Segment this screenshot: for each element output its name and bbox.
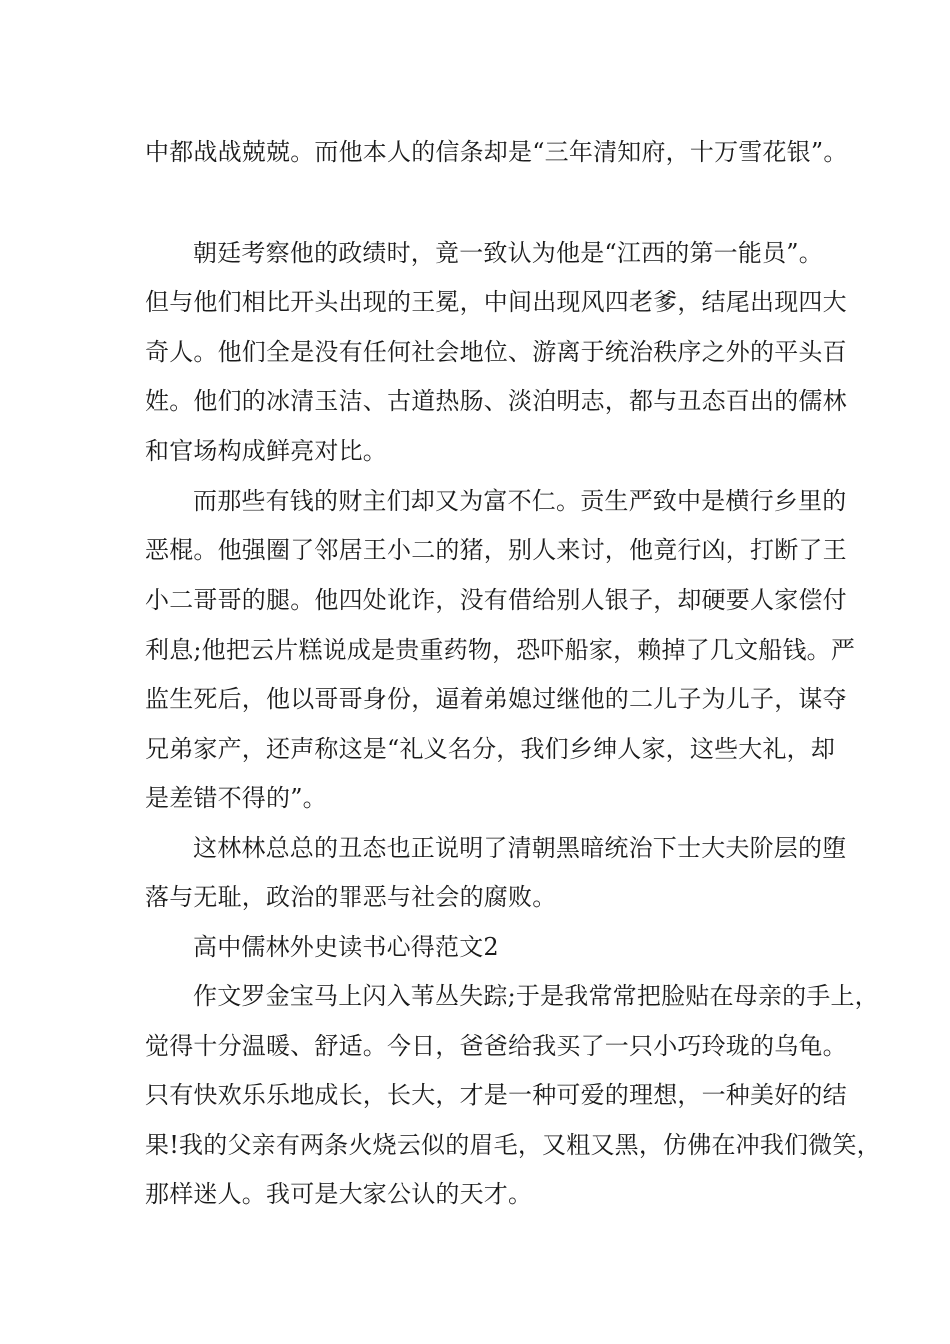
text-line: 和官场构成鲜亮对比。 bbox=[145, 437, 387, 465]
text-line: 监生死后，他以哥哥身份，逼着弟媳过继他的二儿子为儿子，谋夺 bbox=[145, 685, 847, 713]
paragraph-first-line: 作文罗金宝马上闪入苇丛失踪;于是我常常把脸贴在母亲的手上， bbox=[193, 982, 879, 1010]
section-heading: 高中儒林外史读书心得范文2 bbox=[193, 933, 499, 961]
text-line: 觉得十分温暖、舒适。今日，爸爸给我买了一只小巧玲珑的乌龟。 bbox=[145, 1032, 847, 1060]
text-line: 利息;他把云片糕说成是贵重药物，恐吓船家，赖掉了几文船钱。严 bbox=[145, 636, 856, 664]
text-line: 兄弟家产，还声称这是“礼义名分，我们乡绅人家，这些大礼，却 bbox=[145, 735, 836, 763]
paragraph-first-line: 而那些有钱的财主们却又为富不仁。贡生严致中是横行乡里的 bbox=[193, 487, 847, 515]
text-line: 是差错不得的”。 bbox=[145, 784, 327, 812]
text-line: 姓。他们的冰清玉洁、古道热肠、淡泊明志，都与丑态百出的儒林 bbox=[145, 387, 847, 415]
text-line: 奇人。他们全是没有任何社会地位、游离于统治秩序之外的平头百 bbox=[145, 338, 847, 366]
text-line: 只有快欢乐乐地成长，长大，才是一种可爱的理想，一种美好的结 bbox=[145, 1081, 847, 1109]
paragraph-first-line: 朝廷考察他的政绩时，竟一致认为他是“江西的第一能员”。 bbox=[193, 239, 823, 267]
paragraph-first-line: 这林林总总的丑态也正说明了清朝黑暗统治下士大夫阶层的堕 bbox=[193, 834, 847, 862]
text-line: 落与无耻，政治的罪恶与社会的腐败。 bbox=[145, 883, 557, 911]
text-line: 恶棍。他强圈了邻居王小二的猪，别人来讨，他竟行凶，打断了王 bbox=[145, 536, 847, 564]
text-line: 中都战战兢兢。而他本人的信条却是“三年清知府，十万雪花银”。 bbox=[145, 138, 848, 166]
text-line: 但与他们相比开头出现的王冕，中间出现风四老爹，结尾出现四大 bbox=[145, 288, 847, 316]
text-line: 小二哥哥的腿。他四处讹诈，没有借给别人银子，却硬要人家偿付 bbox=[145, 586, 847, 614]
text-line: 那样迷人。我可是大家公认的天才。 bbox=[145, 1180, 533, 1208]
text-line: 果!我的父亲有两条火烧云似的眉毛，又粗又黑，仿佛在冲我们微笑， bbox=[145, 1131, 881, 1159]
